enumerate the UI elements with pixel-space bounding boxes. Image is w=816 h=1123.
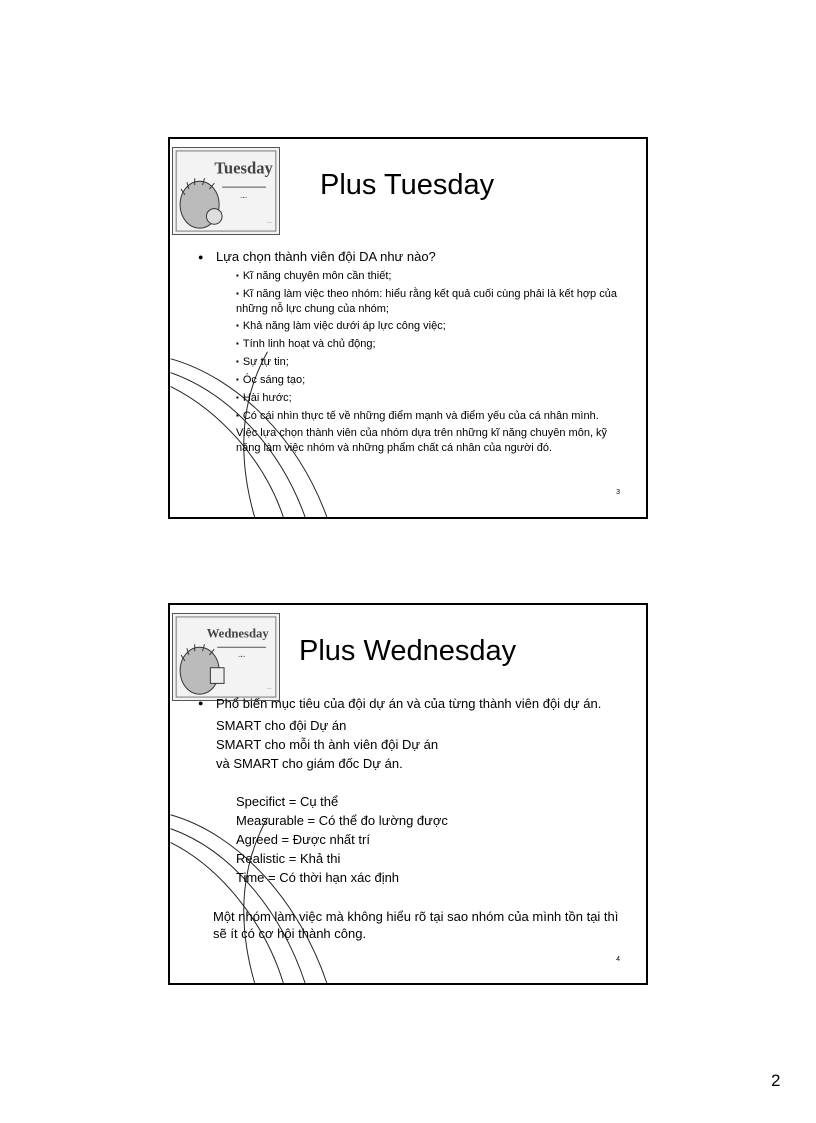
smart-line: SMART cho mỗi th ành viên đội Dự án — [216, 736, 439, 752]
smart-definition: Measurable = Có thể đo lường được — [236, 813, 448, 829]
thumb-title-text: Wednesday — [206, 626, 269, 641]
sub-item: ▪ Kĩ năng chuyên môn cần thiết; — [236, 269, 392, 282]
slide-title: Plus Wednesday — [299, 635, 517, 667]
sub-item: ▪ Khả năng làm việc dưới áp lực công việc; — [236, 320, 446, 333]
smart-definition: Specifict = Cụ thể — [236, 794, 339, 810]
smart-line: và SMART cho giám đốc Dự án. — [216, 755, 403, 771]
sub-item: ▪ Sự tự tin; — [236, 356, 289, 369]
sub-item: ▪ Tính linh hoạt và chủ động; — [236, 338, 376, 351]
smart-definition: Realistic = Khả thi — [236, 850, 341, 866]
page-number: 2 — [771, 1071, 781, 1090]
svg-text:~~: ~~ — [267, 220, 272, 226]
svg-text:~~: ~~ — [267, 686, 272, 692]
sub-item: ▪ Hài hước; — [236, 391, 292, 404]
slide-number: 3 — [616, 489, 620, 496]
sub-item: ▪ Kĩ năng làm việc theo nhóm: hiểu rằng kết quả cuối cùng phải là kết hợp của những nỗ lực chung của nhóm; — [236, 287, 617, 315]
slide-body — [194, 695, 634, 943]
bullet-item: ● Phổ biến mục tiêu của đội dự án và của từng thành viên đội dự án. — [194, 695, 634, 714]
svg-text:~•~: ~•~ — [237, 654, 246, 660]
smart-definition: Time = Có thời hạn xác định — [236, 869, 400, 885]
hedgehog-thumbnail — [172, 147, 280, 235]
svg-text:~•~: ~•~ — [239, 195, 248, 201]
slide-plus-tuesday — [168, 137, 648, 519]
bullet-item: ● Lựa chọn thành viên đội DA như nào? — [194, 249, 624, 266]
slide-plus-wednesday — [168, 603, 648, 985]
sub-item: ▪ Có cái nhìn thực tế về những điểm mạnh và điểm yếu của cá nhân mình. — [236, 409, 599, 422]
hedgehog-thumbnail — [172, 613, 280, 701]
smart-definition: Agreed = Được nhất trí — [236, 832, 370, 848]
sub-item: ▪ Óc sáng tạo; — [236, 373, 306, 386]
slide-number: 4 — [616, 956, 620, 963]
smart-line: SMART cho đội Dự án — [216, 717, 347, 733]
slide-body — [194, 249, 624, 456]
closing-text: Một nhóm làm việc mà không hiểu rõ tại sao nhóm của mình tồn tại thì sẽ ít có cơ hội thành công. — [213, 908, 619, 942]
thumb-title-text: Tuesday — [214, 158, 273, 178]
slide-paragraph: Việc lựa chọn thành viên của nhóm dựa trên những kĩ năng chuyên môn, kỹ năng làm việc nhóm và những phẩm chất cá nhân của người đó. — [236, 427, 608, 455]
slide-title: Plus Tuesday — [320, 169, 495, 201]
